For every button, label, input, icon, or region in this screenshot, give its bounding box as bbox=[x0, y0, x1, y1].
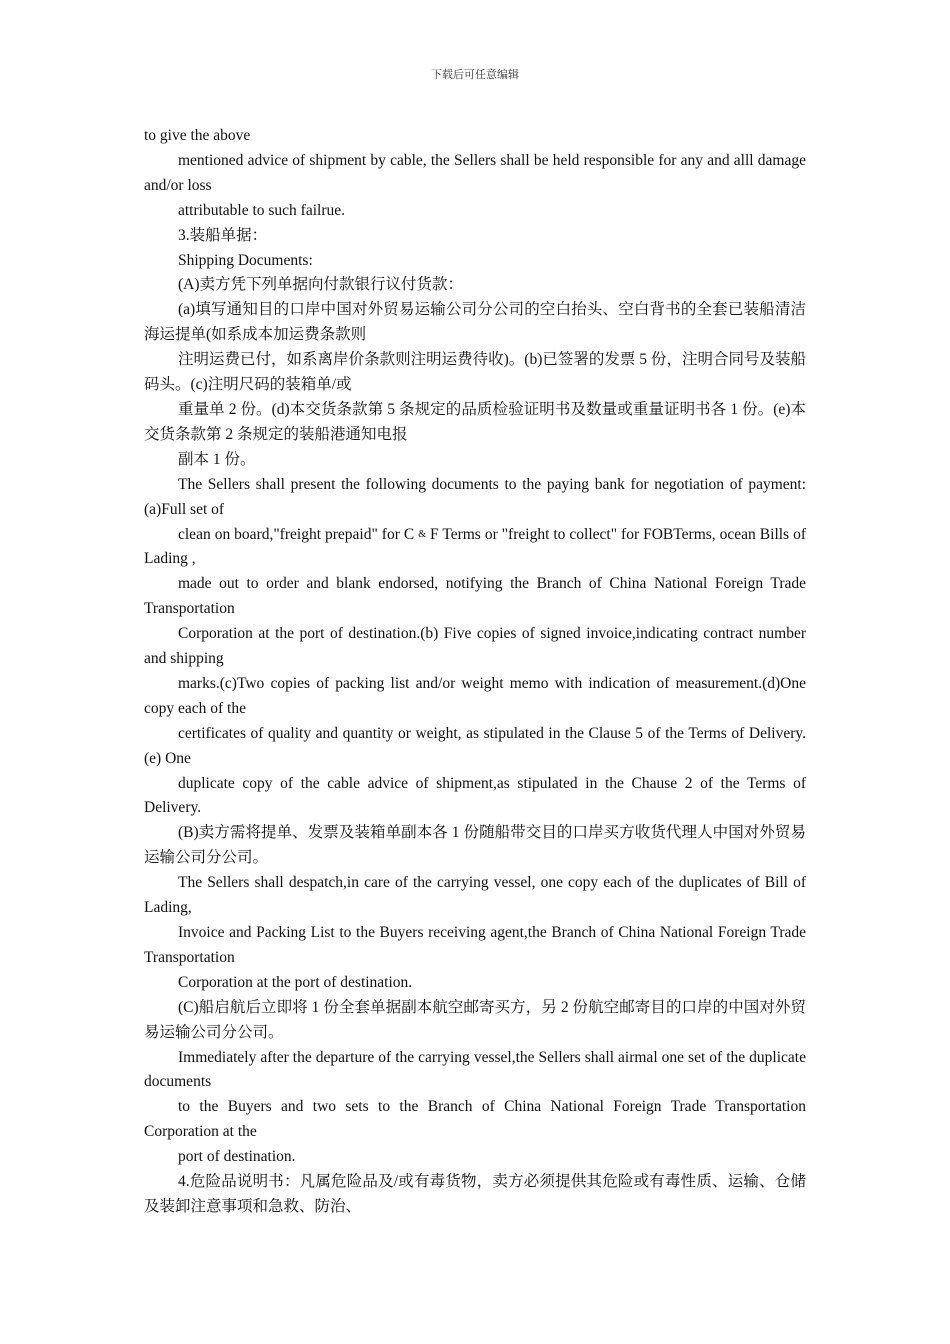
clause-a-cn: (A)卖方凭下列单据向付款银行议付货款： bbox=[178, 276, 464, 294]
clause-b-en: The Sellers shall despatch,in care of the carrying vessel, one copy each of the duplicates of Bill of Lading, bbox=[144, 874, 806, 917]
document-body bbox=[144, 124, 806, 1220]
paragraph-continuation: to give the above bbox=[144, 127, 251, 144]
section-heading-shipping-documents-cn: 3.装船单据： bbox=[178, 226, 268, 244]
paragraph: duplicate copy of the cable advice of shipment,as stipulated in the Chause 2 of the Terms of Delivery. bbox=[144, 774, 806, 817]
paragraph bbox=[144, 523, 806, 573]
paragraph: made out to order and blank endorsed, notifying the Branch of China National Foreign Trade Transportation bbox=[144, 575, 806, 618]
paragraph: certificates of quality and quantity or weight, as stipulated in the Clause 5 of the Terms of Delivery.(e) One bbox=[144, 724, 806, 767]
paragraph: 副本 1 份。 bbox=[178, 450, 256, 468]
paragraph: port of destination. bbox=[178, 1148, 296, 1166]
paragraph: (a)填写通知目的口岸中国对外贸易运输公司分公司的空白抬头、空白背书的全套已装船清洁海运提单(如系成本加运费条款则 bbox=[144, 301, 806, 344]
section-heading-dangerous-goods: 4.危险品说明书：凡属危险品及/或有毒货物，卖方必须提供其危险或有毒性质、运输、仓储及装卸注意事项和急救、防治、 bbox=[144, 1173, 806, 1215]
paragraph: Corporation at the port of destination. bbox=[178, 973, 413, 991]
paragraph: attributable to such failrue. bbox=[178, 201, 345, 219]
clause-c-cn: (C)船启航后立即将 1 份全套单据副本航空邮寄买方，另 2 份航空邮寄目的口岸的中国对外贸易运输公司分公司。 bbox=[144, 998, 806, 1041]
paragraph: to the Buyers and two sets to the Branch of China National Foreign Trade Transportation Corporation at the bbox=[144, 1098, 806, 1141]
paragraph: mentioned advice of shipment by cable, the Sellers shall be held responsible for any and alll damage and/or loss bbox=[144, 151, 806, 194]
ampersand-glyph: & bbox=[418, 528, 426, 540]
text-run: clean on board,"freight prepaid" for C bbox=[178, 525, 419, 543]
section-heading-shipping-documents-en: Shipping Documents: bbox=[178, 251, 313, 269]
paragraph: 重量单 2 份。(d)本交货条款第 5 条规定的品质检验证明书及数量或重量证明书各 1 份。(e)本交货条款第 2 条规定的装船港通知电报 bbox=[144, 400, 806, 443]
paragraph: 注明运费已付，如系离岸价条款则注明运费待收)。(b)已签署的发票 5 份，注明合同号及装船码头。(c)注明尺码的装箱单/或 bbox=[144, 351, 806, 394]
clause-b-cn: (B)卖方需将提单、发票及装箱单副本各 1 份随船带交目的口岸买方收货代理人中国对外贸易运输公司分公司。 bbox=[144, 824, 806, 867]
page-header: 下载后可任意编辑 bbox=[431, 69, 519, 81]
paragraph: Corporation at the port of destination.(b) Five copies of signed invoice,indicating contract number and shipping bbox=[144, 625, 806, 668]
paragraph: Invoice and Packing List to the Buyers receiving agent,the Branch of China National Foreign Trade Transportation bbox=[144, 924, 806, 966]
clause-a-en: The Sellers shall present the following documents to the paying bank for negotiation of payment:(a)Full set of bbox=[144, 475, 806, 518]
clause-c-en: Immediately after the departure of the carrying vessel,the Sellers shall airmal one set of the duplicate documents bbox=[144, 1048, 806, 1091]
text-run: F Terms or "freight to collect" for FOBTerms, ocean Bills of Lading , bbox=[144, 525, 806, 568]
paragraph: marks.(c)Two copies of packing list and/or weight memo with indication of measurement.(d)One copy each of the bbox=[144, 674, 806, 717]
